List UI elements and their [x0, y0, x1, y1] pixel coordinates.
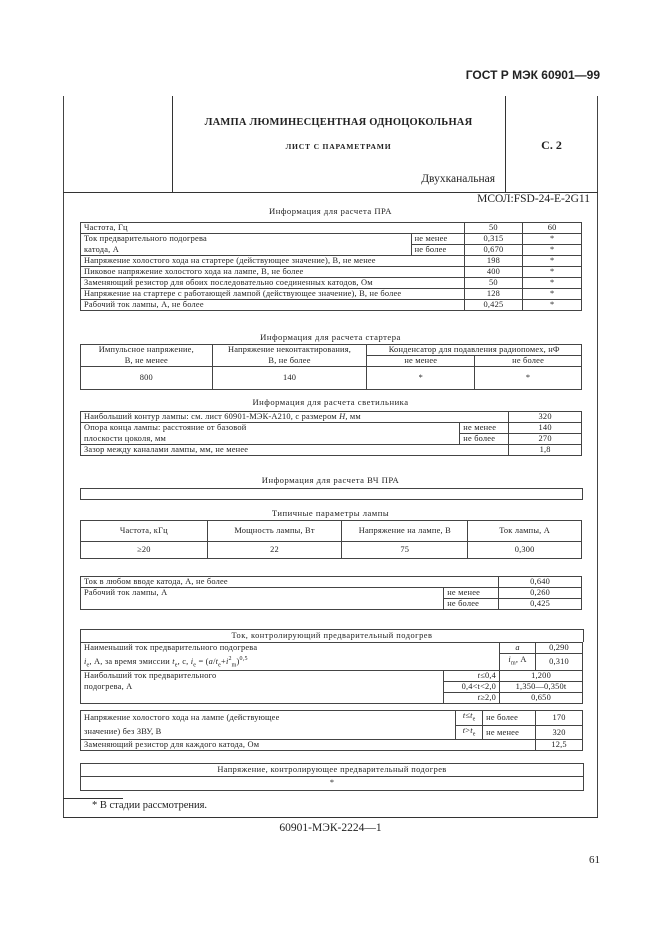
preheat-label: подогрева, А	[81, 681, 444, 692]
preheat-label: Заменяющий резистор для каждого катода, Ом	[81, 740, 536, 751]
voltage-preheat-box	[80, 763, 584, 791]
preheat-symbol: m	[510, 660, 516, 667]
ballast-value: *	[523, 234, 582, 245]
ballast-qualifier: не менее	[411, 234, 464, 245]
table-row	[81, 643, 583, 654]
table-row	[81, 599, 582, 610]
current-qualifier: не менее	[444, 588, 499, 599]
preheat-value: 0,310	[536, 654, 583, 671]
ballast-label: Рабочий ток лампы, А, не более	[81, 300, 465, 311]
preheat-condition: ≤0,4	[480, 670, 497, 680]
starter-value: 800	[81, 367, 213, 390]
ballast-value: 198	[464, 256, 523, 267]
table-row: Наибольший ток предварительного t≤0,4 1,200	[81, 670, 583, 681]
luminaire-value: 1,8	[509, 445, 582, 456]
preheat-value: 1,350—0,350t	[500, 681, 583, 692]
preheat-value: 0,650	[500, 692, 583, 703]
starter-table	[80, 344, 582, 390]
luminaire-value: 140	[509, 423, 582, 434]
ballast-value: 60	[523, 223, 582, 234]
ballast-value: *	[523, 245, 582, 256]
preheat-symbol: a	[515, 643, 520, 652]
table-row	[81, 445, 582, 456]
ballast-value: *	[523, 300, 582, 311]
table-row	[81, 256, 582, 267]
sheet-bottom-line	[63, 817, 598, 818]
starter-value: *	[367, 367, 475, 390]
current-value: 0,640	[499, 577, 582, 588]
table-row	[81, 356, 582, 367]
preheat-condition: 0,4<t<2,0	[444, 681, 500, 692]
page-label: С. 2	[541, 138, 562, 152]
current-label: Рабочий ток лампы, А	[81, 588, 444, 599]
ballast-section-title: Информация для расчета ПРА	[269, 206, 392, 216]
luminaire-value: 270	[509, 434, 582, 445]
starter-value: *	[475, 367, 582, 390]
luminaire-qualifier: не более	[460, 434, 509, 445]
footnote: * В стадии рассмотрения.	[92, 800, 208, 811]
luminaire-value: 320	[509, 412, 582, 423]
table-row	[81, 267, 582, 278]
ballast-label: катода, А	[81, 245, 412, 256]
preheat-label: значение) без ЗВУ, В	[81, 725, 456, 740]
ballast-value: 50	[464, 278, 523, 289]
table-row: t≥2,0 0,650	[81, 692, 583, 703]
current-table	[80, 576, 582, 610]
table-row	[81, 300, 582, 311]
ballast-value: *	[523, 256, 582, 267]
ballast-value: *	[523, 267, 582, 278]
table-row	[81, 521, 582, 542]
ballast-qualifier: не более	[411, 245, 464, 256]
luminaire-qualifier: не менее	[460, 423, 509, 434]
table-row	[81, 423, 582, 434]
table-row	[81, 681, 583, 692]
standard-number: ГОСТ Р МЭК 60901—99	[465, 68, 600, 82]
ballast-label: Пиковое напряжение холостого хода на лампе, В, не более	[81, 267, 465, 278]
typical-section-title: Типичные параметры лампы	[271, 508, 390, 518]
open-circuit-table	[80, 710, 583, 751]
typical-table	[80, 520, 582, 559]
table-row	[81, 345, 582, 356]
luminaire-section-title: Информация для расчета светильника	[252, 397, 409, 407]
starter-header: не менее	[367, 356, 475, 367]
starter-header: Конденсатор для подавления радиопомех, нФ	[367, 345, 582, 356]
ballast-label: Напряжение на стартере с работающей лампой (действующее значение), В, не более	[81, 289, 465, 300]
table-row	[81, 434, 582, 445]
ballast-value: 0,425	[464, 300, 523, 311]
luminaire-label: Опора конца лампы: расстояние от базовой	[81, 423, 460, 434]
footnote-rule	[63, 798, 123, 799]
preheat-value: 12,5	[536, 740, 583, 751]
document-title: ЛАМПА ЛЮМИНЕСЦЕНТНАЯ ОДНОЦОКОЛЬНАЯ	[204, 117, 473, 128]
preheat-qualifier: не менее	[483, 725, 536, 740]
starter-header: не более	[475, 356, 582, 367]
lamp-designation: МСОЛ:FSD-24-E-2G11	[477, 193, 590, 205]
preheat-value: 0,290	[536, 643, 583, 654]
ballast-value: 128	[464, 289, 523, 300]
table-row	[81, 542, 582, 559]
hf-section-title: Информация для расчета ВЧ ПРА	[261, 475, 400, 485]
preheat-label: Наибольший ток предварительного	[81, 670, 444, 681]
preheat-condition: ≥2,0	[480, 692, 497, 702]
starter-header: В, не менее	[81, 356, 213, 367]
luminaire-table	[80, 411, 582, 456]
table-row	[81, 367, 582, 390]
starter-header: Импульсное напряжение,	[81, 345, 213, 356]
hf-empty-box	[80, 488, 583, 500]
document-subtitle: ЛИСТ С ПАРАМЕТРАМИ	[285, 142, 392, 151]
table-row	[81, 588, 582, 599]
luminaire-label-text: Наибольший контур лампы: см. лист 60901-МЭК-А210, с размером	[84, 412, 340, 421]
preheat-label: Наименьший ток предварительного подогрева	[81, 643, 500, 654]
current-label: Ток в любом вводе катода, А, не более	[81, 577, 499, 588]
starter-header: В, не более	[212, 356, 367, 367]
table-row	[81, 278, 582, 289]
preheat-label: Напряжение холостого хода на лампе (действующее	[81, 711, 456, 726]
typical-header: Ток лампы, А	[468, 521, 582, 542]
starter-header: Напряжение неконтактирования,	[212, 345, 367, 356]
preheat-table	[80, 642, 583, 704]
typical-value: 22	[207, 542, 342, 559]
ballast-value: *	[523, 278, 582, 289]
ballast-value: *	[523, 289, 582, 300]
preheat-section-title: Ток, контролирующий предварительный подогрев	[80, 629, 584, 642]
table-row: значение) без ЗВУ, В $t>t_e$ не менее 320	[81, 725, 583, 740]
sheet-number: 60901-МЭК-2224—1	[279, 822, 382, 834]
page-number: 61	[589, 854, 600, 866]
table-row: $i_e$, А, за время эмиссии $t_e$, с, $i_e = (a/t_e+i^2_m)^{0,5}$ $i_m$, А 0,310	[81, 654, 583, 671]
starter-value: 140	[212, 367, 367, 390]
voltage-preheat-value: *	[81, 776, 583, 790]
starter-section-title: Информация для расчета стартера	[260, 332, 401, 342]
lamp-variant: Двухканальная	[421, 173, 495, 185]
ballast-label: Частота, Гц	[81, 223, 465, 234]
preheat-label-text: А, за время эмиссии	[94, 656, 170, 666]
typical-value: 0,300	[468, 542, 582, 559]
table-row	[81, 234, 582, 245]
preheat-value: 320	[536, 725, 583, 740]
ballast-value: 50	[464, 223, 523, 234]
ballast-value: 0,670	[464, 245, 523, 256]
preheat-value: 1,200	[500, 670, 583, 681]
table-row	[81, 289, 582, 300]
ballast-label: Напряжение холостого хода на стартере (действующее значение), В, не менее	[81, 256, 465, 267]
table-row	[81, 577, 582, 588]
typical-header: Мощность лампы, Вт	[207, 521, 342, 542]
ballast-table	[80, 222, 582, 311]
preheat-label: $i_e$, А, за время эмиссии $t_e$, с, $i_e = (a/t_e+i^2_m)^{0,5}$	[81, 654, 500, 671]
typical-header: Частота, кГц	[81, 521, 208, 542]
luminaire-label-unit: , мм	[345, 412, 361, 421]
table-row: Напряжение холостого хода на лампе (действующее $t\le t_e$ не более 170	[81, 711, 583, 726]
ballast-value: 400	[464, 267, 523, 278]
table-row	[81, 740, 583, 751]
preheat-qualifier: не более	[483, 711, 536, 726]
ballast-value: 0,315	[464, 234, 523, 245]
luminaire-label: Зазор между каналами лампы, мм, не менее	[81, 445, 509, 456]
luminaire-label-var: H	[339, 412, 346, 421]
typical-header: Напряжение на лампе, В	[342, 521, 468, 542]
current-value: 0,425	[499, 599, 582, 610]
typical-value: 75	[342, 542, 468, 559]
ballast-label: Ток предварительного подогрева	[81, 234, 412, 245]
luminaire-label	[81, 412, 509, 423]
current-value: 0,260	[499, 588, 582, 599]
current-qualifier: не более	[444, 599, 499, 610]
typical-value: ≥20	[81, 542, 208, 559]
voltage-preheat-title: Напряжение, контролирующее предварительный подогрев	[217, 765, 447, 774]
ballast-label: Заменяющий резистор для обоих последовательно соединенных катодов, Ом	[81, 278, 465, 289]
table-row	[81, 223, 582, 234]
table-row	[81, 412, 582, 423]
table-row	[81, 245, 582, 256]
preheat-value: 170	[536, 711, 583, 726]
luminaire-label: плоскости цоколя, мм	[81, 434, 460, 445]
